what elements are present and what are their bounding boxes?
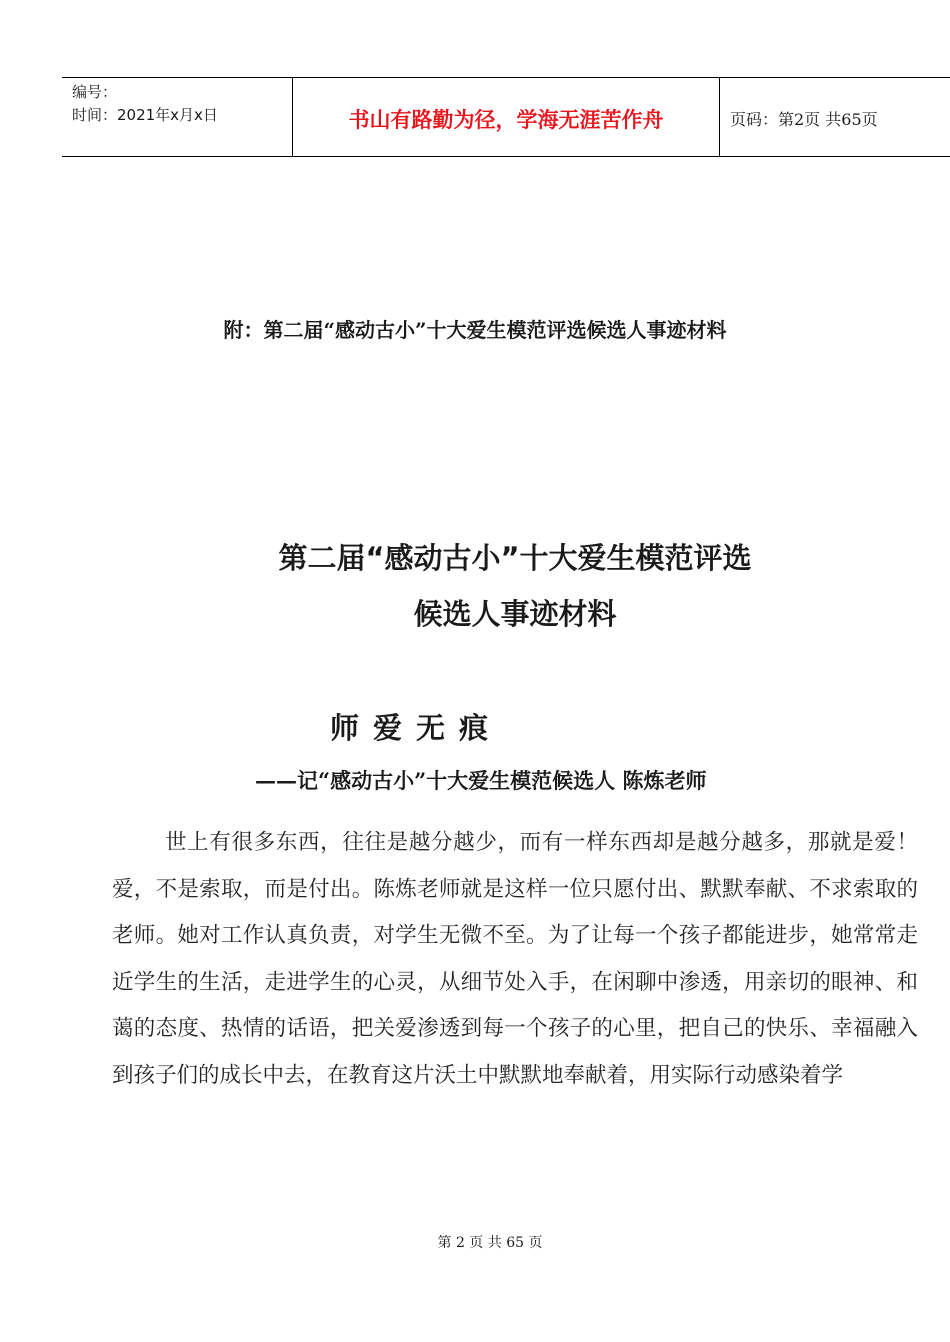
header-right-cell — [720, 78, 950, 156]
article-paragraph: 世上有很多东西，往往是越分越少，而有一样东西却是越分越多，那就是爱！爱，不是索取，而是付出。陈炼老师就是这样一位只愿付出、默默奉献、不求索取的老师。她对工作认真负责，对学生无微不至。为了让每一个孩子都能进步，她常常走近学生的生活，走进学生的心灵，从细节处入手，在闲聊中渗透，用亲切的眼神、和蔼的态度、热情的话语，把关爱渗透到每一个孩子的心里，把自己的快乐、幸福融入到孩子们的成长中去，在教育这片沃土中默默地奉献着，用实际行动感染着学 — [112, 830, 918, 1088]
header-motto: 书山有路勤为径，学海无涯苦作舟 — [348, 108, 664, 132]
page-header — [62, 77, 950, 157]
page-footer: 第 2 页 共 65 页 — [437, 1235, 543, 1251]
header-page-info: 页码：第2页 共65页 — [730, 110, 878, 129]
time-label: 时间：2021年x月x日 — [72, 106, 218, 124]
number-label: 编号： — [72, 83, 118, 101]
header-left-cell — [62, 78, 293, 156]
article-title: 师爱无痕 — [330, 711, 503, 745]
appendix-title: 附：第二届“感动古小”十大爱生模范评选候选人事迹材料 — [223, 318, 727, 342]
main-title-line-1: 第二届“感动古小”十大爱生模范评选 — [278, 541, 752, 575]
main-title-line-2: 候选人事迹材料 — [413, 597, 617, 631]
header-middle-cell — [293, 78, 720, 156]
article-byline: ——记“感动古小”十大爱生模范候选人 陈炼老师 — [255, 768, 707, 793]
